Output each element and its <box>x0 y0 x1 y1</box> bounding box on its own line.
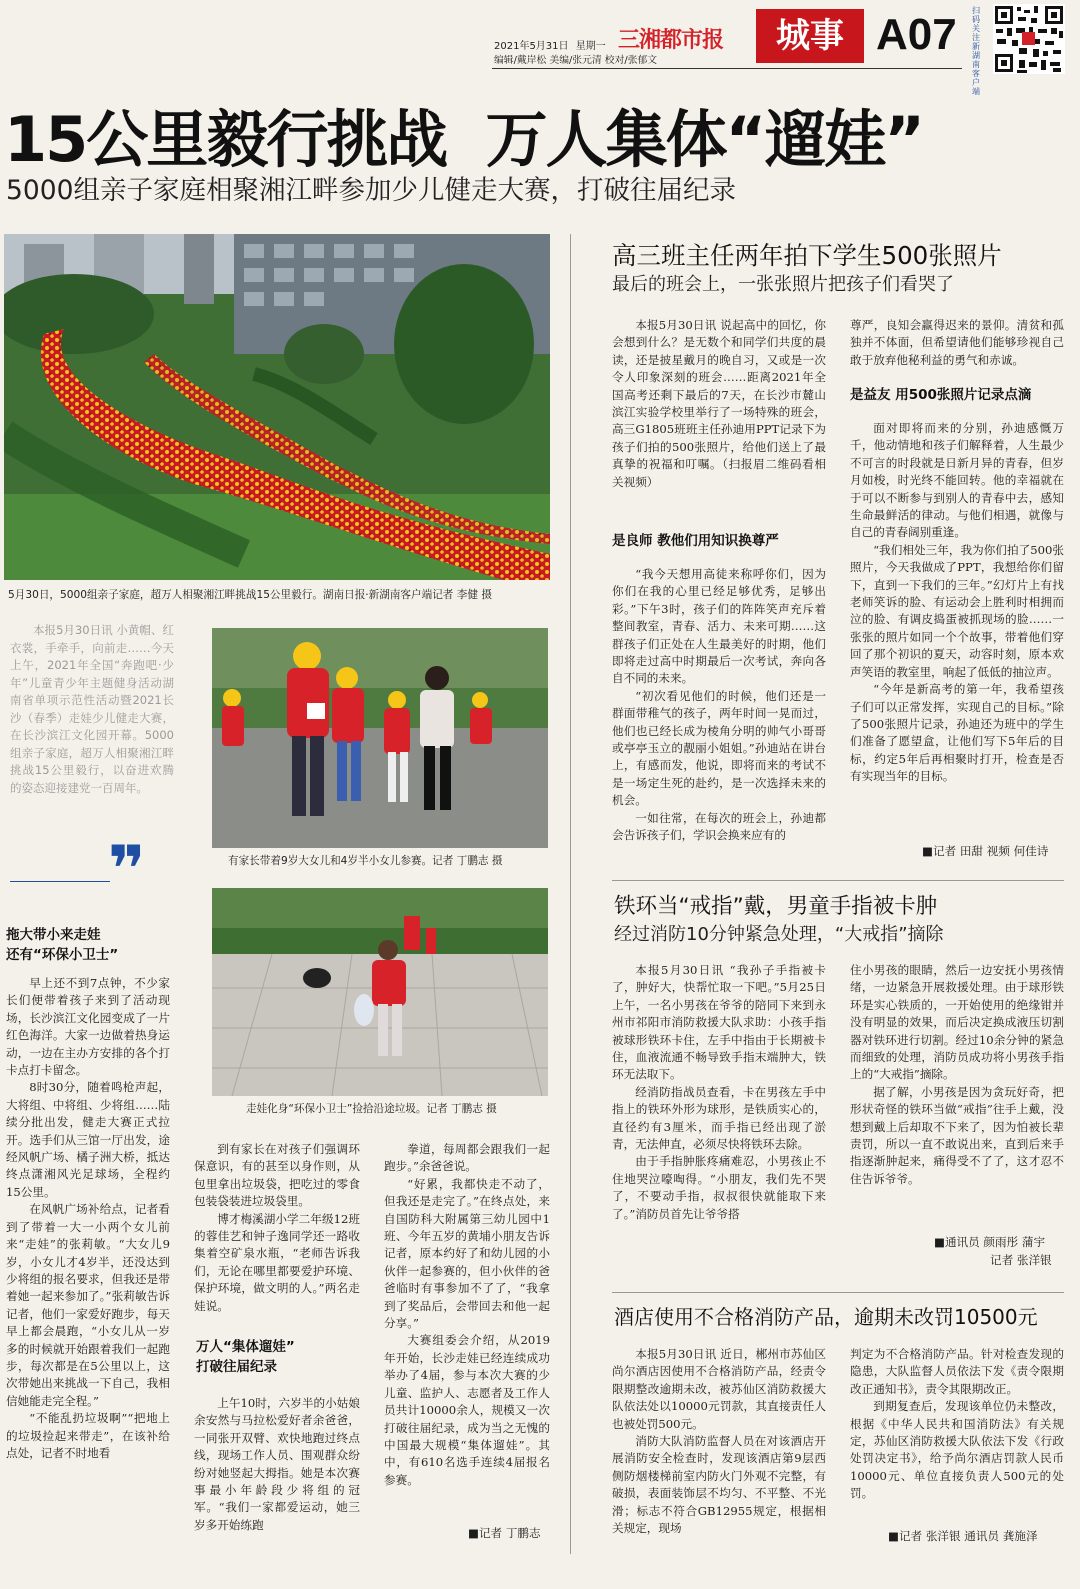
lead-col3-text <box>384 1141 550 1489</box>
paragraph: “好累，我都快走不动了，但我还是走完了。”在终点处，来自国防科大附属第三幼儿园中1班、今年五岁的黄埔小朋友告诉记者，原本约好了和幼儿园的小伙伴一起参赛的，但小伙伴的爸爸临时有事参加不了了，“我拿到了奖品后，会带回去和他一起分享。” <box>384 1176 550 1331</box>
paragraph: 经消防指战员查看，卡在男孩左手中指上的铁环外形为球形，是铁质实心的，直径约有3厘米，而手指已经出现了淤青，无法伸直，必须尽快将铁环去除。 <box>612 1084 826 1152</box>
story2-subhead-1: 是良师 教他们用知识换尊严 <box>612 533 779 549</box>
paragraph: 早上还不到7点钟，不少家长们便带着孩子来到了活动现场，长沙滨江文化园变成了一片红色海洋。大家一边做着热身运动，一边在主办方安排的各个打卡点打卡留念。 <box>6 976 170 1078</box>
paragraph: “今年是新高考的第一年，我希望孩子们可以正常发挥，实现自己的目标。”除了500张照片记录，孙迪还为班中的学生们准备了愿望盒，让他们写下5年后的目标，约定5年后再相聚时打开，检查是否有实现当年的目标。 <box>850 682 1064 784</box>
paragraph: 到有家长在对孩子们强调环保意识，有的甚至以身作则，从包里拿出垃圾袋，把吃过的零食包装袋装进垃圾袋里。 <box>194 1142 360 1209</box>
paragraph: 拳道，每周都会跟我们一起跑步。”余爸爸说。 <box>384 1142 550 1174</box>
story2-col2-text: 尊严，良知会赢得迟来的景仰。清贫和孤独并不体面，但希望请他们能够珍视自己敢于放弃他秘利益的勇气和赤诚。 <box>850 318 1064 367</box>
story4-headline: 酒店使用不合格消防产品，逾期未改罚10500元 <box>614 1305 1038 1329</box>
story3-subhead: 经过消防10分钟紧急处理，“大戒指”摘除 <box>614 924 944 945</box>
paragraph: “不能乱扔垃圾啊”“把地上的垃圾捡起来带走”，在该补给点处，记者不时地看 <box>6 1411 170 1460</box>
story4-column-2 <box>850 1346 1064 1526</box>
story3-column-2 <box>850 962 1064 1234</box>
paper-logo: 三湘都市报 <box>618 28 724 53</box>
qr-side-text: 扫码关注新湖南客户端 <box>972 6 980 96</box>
issue-date <box>494 37 606 52</box>
paragraph: 本报5月30日讯 “我孙子手指被卡了，肿好大，快帮忙取一下吧。”5月25日上午，一名小男孩在爷爷的陪同下来到永州市祁阳市消防救援大队求助：小孩手指被球形铁环卡住，左手中指由于长期被卡住，血液流通不畅导致手指末端肿大，铁环无法取下。 <box>612 963 826 1082</box>
lead-subhead: 5000组亲子家庭相聚湘江畔参加少儿健走大赛，打破往届纪录 <box>6 175 736 206</box>
story4-byline: ■记者 张洋银 通讯员 龚施泽 <box>888 1529 1038 1543</box>
lead-column-3 <box>384 1141 550 1525</box>
lead-col2b-text: 上午10时，六岁半的小姑娘余安然与马拉松爱好者余爸爸，一同张开双臂、欢快地跑过终点线，现场工作人员、围观群众纷纷对她竖起大拇指。她是本次赛事最小年龄段少将组的冠军。“我们一家都爱运动，她三岁多开始练跑 <box>194 1396 360 1532</box>
lead-headline: 15公里毅行挑战 万人集体“遛娃” <box>4 103 923 176</box>
photo-parade-caption: 5月30日，5000组亲子家庭，超万人相聚湘江畔挑战15公里毅行。湖南日报·新湖南客户端记者 李健 摄 <box>8 589 492 601</box>
masthead <box>0 0 1080 96</box>
photo-parade <box>4 234 550 580</box>
lead-pull-quote <box>10 622 174 852</box>
photo-family-caption: 有家长带着9岁大女儿和4岁半小女儿参赛。记者 丁鹏志 摄 <box>228 855 503 867</box>
photo-family <box>212 628 548 848</box>
lead-column-2 <box>194 1141 360 1327</box>
lead-column-1 <box>6 975 170 1547</box>
section-name: 城事 <box>776 16 844 56</box>
paragraph: “初次看见他们的时候，他们还是一群面带稚气的孩子，两年时间一晃而过，他们也已经长成为棱角分明的帅气小哥哥或亭亭玉立的靓丽小姐姐。”孙迪站在讲台上，有感而发，他说，即将而来的考试不是一场定生死的赴约，是一次选择未来的机会。 <box>612 688 826 808</box>
photo-trash-caption: 走娃化身“环保小卫士”捡拾沿途垃圾。记者 丁鹏志 摄 <box>246 1103 497 1115</box>
story2-col1b-text <box>612 566 826 845</box>
story2-column-1b <box>612 566 826 860</box>
paragraph: 消防大队消防监督人员在对该酒店开展消防安全检查时，发现该酒店第9层西侧防烟楼梯前室内防火门外观不完整，有破损，表面装饰层不均匀、不平整、不光滑；标志不符合GB12955规定，根据相关规定，现场 <box>612 1434 826 1536</box>
story2-subhead: 最后的班会上，一张张照片把孩子们看哭了 <box>612 274 954 295</box>
qr-code-graphic <box>993 4 1065 74</box>
trash-photo-graphic <box>212 888 548 1096</box>
lead-col2-text <box>194 1141 360 1315</box>
story2-col2b-text <box>850 420 1064 786</box>
photo-trash-pickup <box>212 888 548 1096</box>
quote-rule <box>10 881 110 882</box>
paragraph: 博才梅溪湖小学二年级12班的蓉佳艺和钟子逸同学还一路收集着空矿泉水瓶，“老师告诉我们，无论在哪里都要爱护环境、保护环境，做文明的人。”两名走娃说。 <box>194 1211 360 1313</box>
quote-mark-icon: ❞ <box>108 833 146 907</box>
story2-col1-text: 本报5月30日讯 说起高中的回忆，你会想到什么？是无数个和同学们共度的晨读，还是披星戴月的晚自习，又或是一次令人印象深刻的班会……距离2021年全国高考还剩下最后的7天，在长沙市麓山滨江实验学校里举行了一场特殊的班会，高三G1805班班主任孙迪用PPT记录下为孩子们拍的500张照片，给他们送上了最真挚的祝福和叮嘱。（扫报眉二维码看相关视频） <box>612 318 826 489</box>
lead-byline: ■记者 丁鹏志 <box>468 1526 541 1540</box>
page-number: A07 <box>876 10 957 59</box>
weekday-text: 星期一 <box>575 41 606 52</box>
paragraph: 本报5月30日讯 近日，郴州市苏仙区尚尔酒店因使用不合格消防产品，经责令限期整改逾期未改，被苏仙区消防救援大队依法处以10000元罚款，其直接责任人也被处罚500元。 <box>612 1347 826 1431</box>
story3-column-1 <box>612 962 826 1272</box>
paragraph: 判定为不合格消防产品。针对检查发现的隐患，大队监督人员依法下发《责令限期改正通知书》，责令其限期改正。 <box>850 1347 1064 1396</box>
story2-column-2 <box>850 317 1064 371</box>
story4-col2-text <box>850 1346 1064 1503</box>
family-photo-graphic <box>212 628 548 848</box>
paragraph: 8时30分，随着鸣枪声起，大将组、中将组、少将组……陆续分批出发，健走大赛正式拉开。选手们从三馆一厅出发，途经风帆广场、橘子洲大桥，抵达终点潇湘风光足球场，全程约15公里。 <box>6 1080 170 1199</box>
paragraph: “我今天想用高徒来称呼你们，因为你们在我的心里已经足够优秀，足够出彩。”下午3时，孩子们的阵阵笑声充斥着整间教室，青春、活力、未来可期……这群孩子们正处在人生最美好的时期，他们即将走过高中时期最后一次考试，奔向各自不同的未来。 <box>612 567 826 686</box>
story3-col1-text <box>612 962 826 1223</box>
masthead-rule <box>492 68 962 69</box>
lead-subhead-1: 拖大带小来走娃 还有“环保小卫士” <box>6 927 119 963</box>
pull-quote-text: 本报5月30日讯 小黄帽、红衣裳，手牵手，向前走……今天上午，2021年全国“奔跑吧·少年”儿童青少年主题健身活动湖南省单项示范性活动暨2021长沙（春季）走娃少儿健走大赛，在长沙滨江文化园开幕。5000组亲子家庭，超万人相聚湘江畔挑战15公里毅行，以奋进欢腾的姿态迎接建党一百周年。 <box>10 623 174 795</box>
lead-col1-text <box>6 975 170 1462</box>
lead-column-divider <box>570 234 571 1554</box>
story2-byline: ■记者 田甜 视频 何佳诗 <box>922 844 1049 858</box>
paragraph: 到期复查后，发现该单位仍未整改，根据《中华人民共和国消防法》有关规定，苏仙区消防救援大队依法下发《行政处罚决定书》，给予尚尔酒店罚款人民币10000元、单位直接负责人500元的处罚。 <box>850 1399 1064 1501</box>
story2-column-2b <box>850 420 1064 842</box>
date-text: 2021年5月31日 <box>494 41 569 52</box>
story2-divider <box>612 880 1064 881</box>
story3-byline-2: 记者 张洋银 <box>990 1253 1052 1267</box>
story3-divider <box>612 1292 1064 1293</box>
story2-subhead-2: 是益友 用500张照片记录点滴 <box>850 387 1032 403</box>
paragraph: 面对即将而来的分别，孙迪感慨万千，他动情地和孩子们解释着，人生最少不可言的时段就是日新月异的青春，但岁月如梭，时光终不能回转。他的幸福就在于可以不断参与到别人的青春中去，感知生命最鲜活的律动。与他们相遇，就像与自己的青春阔别重逢。 <box>850 421 1064 540</box>
qr-code[interactable] <box>993 4 1065 74</box>
story3-col2-text <box>850 962 1064 1188</box>
paragraph: 由于手指肿胀疼痛难忍，小男孩止不住地哭泣嚎啕得。“小朋友，我们先不哭了，不要动手指，叔叔很快就能取下来了。”消防员首先让爷爷搭 <box>612 1154 826 1221</box>
story3-headline: 铁环当“戒指”戴，男童手指被卡肿 <box>614 894 938 919</box>
story2-headline: 高三班主任两年拍下学生500张照片 <box>612 241 1002 270</box>
paragraph: 在风帆广场补给点，记者看到了带着一大一小两个女儿前来“走娃”的张莉敏。“大女儿9岁，小女儿才4岁半，还没达到少将组的报名要求，但我还是带着她一起来参加了。”张莉敏告诉记者，他们一家爱好跑步，每天早上都会晨跑，“小女儿从一岁多的时候就开始跟着我们一起跑步，每次都是在5公里以上，这次带她出来挑战一下自己，我相信她能走完全程。” <box>6 1202 170 1408</box>
paragraph: 一如往常，在每次的班会上，孙迪都会告诉孩子们，学识会换来应有的 <box>612 810 826 843</box>
parade-photo-graphic <box>4 234 550 580</box>
paragraph: 大赛组委会介绍，从2019年开始，长沙走娃已经连续成功举办了4届，参与本次大赛的少儿童、监护人、志愿者及工作人员共计10000余人，规模又一次打破往届纪录，成为当之无愧的中国最大规模“集体遛娃”。其中，有610名选手连续4届报名参赛。 <box>384 1333 550 1487</box>
story2-column-1 <box>612 317 826 522</box>
paragraph: “我们相处三年，我为你们拍了500张照片，今天我做成了PPT，我想给你们留下，直到一下我们的三年。”幻灯片上有找老师笑诉的脸、有运动会上胜利时相拥而泣的脸、有调皮捣蛋被抓现场的脸……一张张的照片如同一个个故事，带着他们穿回了那个初识的夏天，动容时刻，原本欢声笑语的教室里，响起了低低的抽泣声。 <box>850 542 1064 679</box>
story3-byline-1: ■通讯员 颜雨彤 蒲宇 <box>934 1235 1046 1249</box>
paragraph: 住小男孩的眼睛，然后一边安抚小男孩情绪，一边紧急开展救援处理。由于球形铁环是实心铁质的，一开始使用的绝缘钳并没有明显的效果，而后决定换成液压切割器对铁环进行切割。经过10余分钟的紧急而细致的处理，消防员成功将小男孩手指上的“大戒指”摘除。 <box>850 963 1064 1082</box>
staff-line: 编辑/戴岸松 美编/张元清 校对/张郁文 <box>494 55 658 66</box>
lead-column-2b <box>194 1395 360 1545</box>
paragraph: 据了解，小男孩是因为贪玩好奇，把形状奇怪的铁环当做“戒指”往手上戴，没想到戴上后却取不下来了，因为怕被长辈责罚，所以一直不敢说出来，直到后来手指逐渐肿起来，痛得受不了了，这才忍不住告诉爷爷。 <box>850 1084 1064 1186</box>
story4-column-1 <box>612 1346 826 1550</box>
story4-col1-text <box>612 1346 826 1537</box>
lead-subhead-2: 万人“集体遛娃” 打破往届纪录 <box>196 1339 295 1375</box>
